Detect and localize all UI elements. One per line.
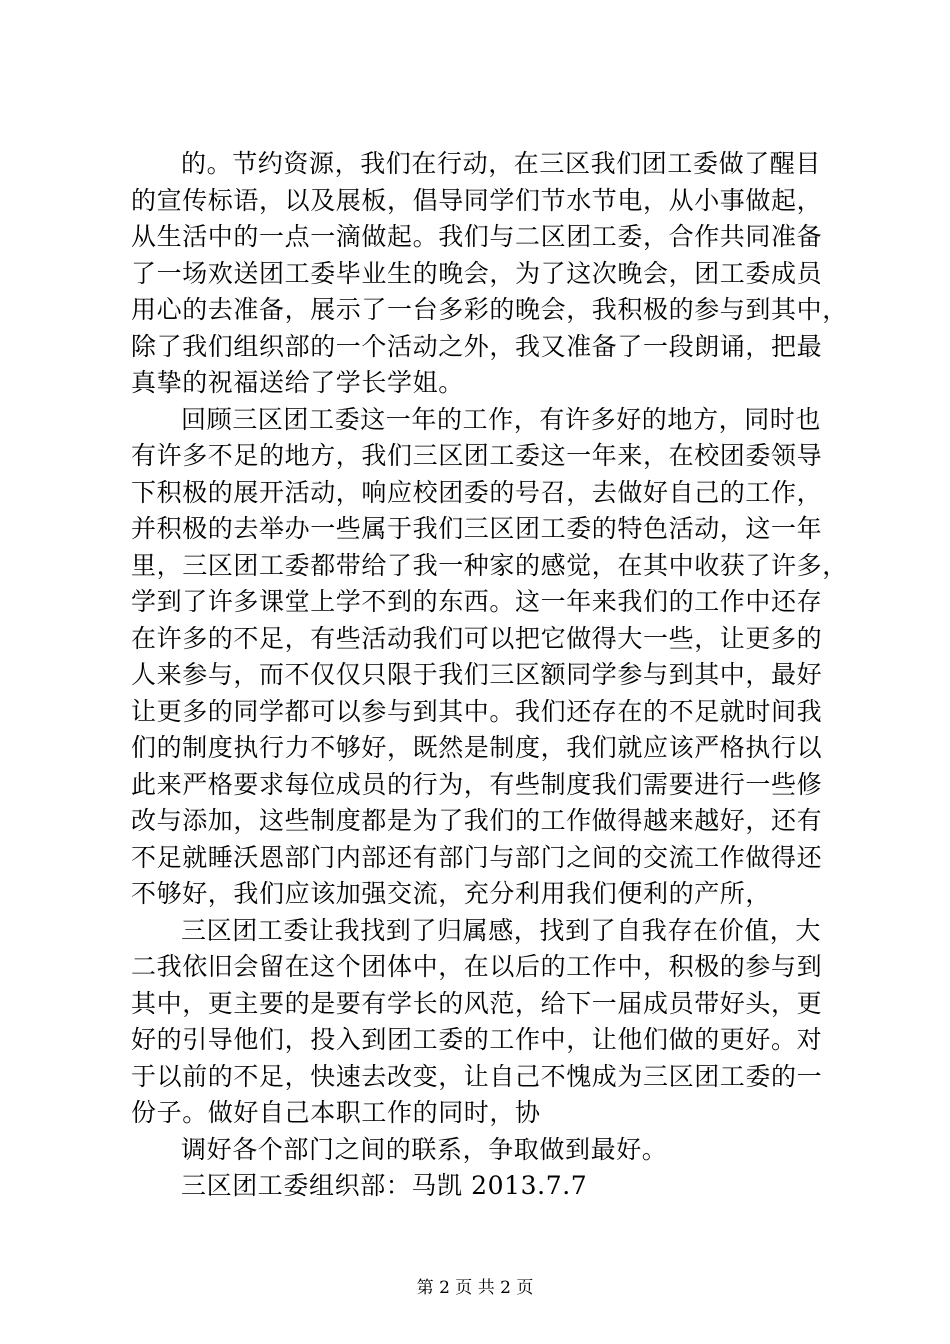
text-line: 此来严格要求每位成员的行为，有些制度我们需要进行一些修 (131, 769, 823, 799)
text-line: 三区团工委让我找到了归属感，找到了自我存在价值，大 (181, 915, 822, 945)
text-line: 们的制度执行力不够好，既然是制度，我们就应该严格执行以 (131, 733, 823, 762)
text-line: 其中，更主要的是要有学长的风范，给下一届成员带好头，更 (131, 988, 823, 1018)
text-line: 份子。做好自己本职工作的同时，协 (131, 1098, 541, 1127)
text-line: 人来参与，而不仅仅只限于我们三区额同学参与到其中，最好 (131, 660, 823, 689)
document-body (131, 146, 851, 1205)
text-line: 回顾三区团工委这一年的工作，有许多好的地方，同时也 (181, 404, 822, 434)
text-line: 在许多的不足，有些活动我们可以把它做得大一些，让更多的 (131, 623, 823, 653)
text-line: 里，三区团工委都带给了我一种家的感觉，在其中收获了许多， (131, 550, 848, 580)
text-line: 有许多不足的地方，我们三区团工委这一年来，在校团委领导 (131, 441, 823, 470)
page-footer: 第 2 页 共 2 页 (416, 1278, 534, 1298)
text-line: 真挚的祝福送给了学长学姐。 (131, 368, 464, 397)
text-line: 并积极的去举办一些属于我们三区团工委的特色活动，这一年 (131, 514, 823, 543)
text-line: 改与添加，这些制度都是为了我们的工作做得越来越好，还有 (131, 806, 823, 835)
text-line: 不足就睡沃恩部门内部还有部门与部门之间的交流工作做得还 (131, 842, 823, 872)
text-line: 除了我们组织部的一个活动之外，我又准备了一段朗诵，把最 (131, 331, 823, 361)
text-line: 的。节约资源，我们在行动，在三区我们团工委做了醒目 (181, 149, 822, 178)
text-line: 从生活中的一点一滴做起。我们与二区团工委，合作共同准备 (131, 222, 823, 251)
text-line: 下积极的展开活动，响应校团委的号召，去做好自己的工作， (131, 477, 823, 507)
text-line: 用心的去准备，展示了一台多彩的晚会，我积极的参与到其中， (131, 295, 848, 324)
text-line: 学到了许多课堂上学不到的东西。这一年来我们的工作中还存 (131, 587, 823, 616)
text-line: 让更多的同学都可以参与到其中。我们还存在的不足就时间我 (131, 696, 823, 726)
text-line: 三区团工委组织部：马凯 2013.7.7 (181, 1171, 588, 1200)
text-line: 于以前的不足，快速去改变，让自己不愧成为三区团工委的一 (131, 1061, 823, 1091)
text-line: 了一场欢送团工委毕业生的晚会，为了这次晚会，团工委成员 (131, 258, 823, 288)
text-line: 好的引导他们，投入到团工委的工作中，让他们做的更好。对 (131, 1025, 823, 1054)
text-line: 调好各个部门之间的联系，争取做到最好。 (181, 1134, 668, 1164)
text-line: 的宣传标语，以及展板，倡导同学们节水节电，从小事做起， (131, 185, 823, 215)
text-line: 不够好，我们应该加强交流，充分利用我们便利的产所， (131, 879, 772, 908)
text-line: 二我依旧会留在这个团体中，在以后的工作中，积极的参与到 (131, 952, 823, 981)
